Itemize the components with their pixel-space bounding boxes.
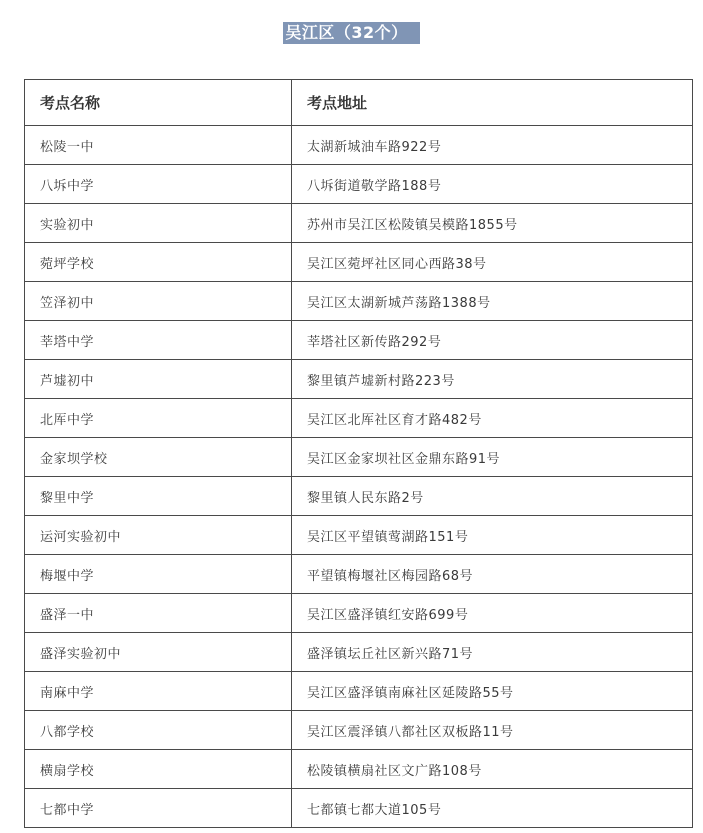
site-address: 八坼街道敬学路188号 (292, 165, 693, 204)
site-name: 盛泽一中 (25, 594, 292, 633)
table-row (25, 282, 693, 321)
site-name: 实验初中 (25, 204, 292, 243)
site-address: 平望镇梅堰社区梅园路68号 (292, 555, 693, 594)
table-row (25, 360, 693, 399)
table-row (25, 204, 693, 243)
site-address: 吴江区平望镇莺湖路151号 (292, 516, 693, 555)
site-name: 横扇学校 (25, 750, 292, 789)
site-name: 运河实验初中 (25, 516, 292, 555)
table-row (25, 438, 693, 477)
table-row (25, 321, 693, 360)
site-address: 吴江区盛泽镇红安路699号 (292, 594, 693, 633)
table-row (25, 516, 693, 555)
site-address: 吴江区北厍社区育才路482号 (292, 399, 693, 438)
table-row (25, 399, 693, 438)
site-address: 黎里镇芦墟新村路223号 (292, 360, 693, 399)
site-name: 梅堰中学 (25, 555, 292, 594)
site-name: 北厍中学 (25, 399, 292, 438)
site-address: 黎里镇人民东路2号 (292, 477, 693, 516)
site-address: 松陵镇横扇社区文广路108号 (292, 750, 693, 789)
site-address: 莘塔社区新传路292号 (292, 321, 693, 360)
site-name: 黎里中学 (25, 477, 292, 516)
site-address: 吴江区震泽镇八都社区双板路11号 (292, 711, 693, 750)
table-row (25, 633, 693, 672)
table-row (25, 126, 693, 165)
site-name: 南麻中学 (25, 672, 292, 711)
site-address: 太湖新城油车路922号 (292, 126, 693, 165)
site-name: 盛泽实验初中 (25, 633, 292, 672)
table-row (25, 477, 693, 516)
site-name: 芦墟初中 (25, 360, 292, 399)
table-row (25, 672, 693, 711)
table-row (25, 594, 693, 633)
table-row (25, 711, 693, 750)
site-name: 松陵一中 (25, 126, 292, 165)
site-name: 八都学校 (25, 711, 292, 750)
header-site-address: 考点地址 (292, 80, 693, 126)
site-name: 莘塔中学 (25, 321, 292, 360)
site-address: 吴江区盛泽镇南麻社区延陵路55号 (292, 672, 693, 711)
site-address: 吴江区菀坪社区同心西路38号 (292, 243, 693, 282)
site-name: 笠泽初中 (25, 282, 292, 321)
header-site-name: 考点名称 (25, 80, 292, 126)
site-address: 吴江区金家坝社区金鼎东路91号 (292, 438, 693, 477)
table-row (25, 555, 693, 594)
site-name: 金家坝学校 (25, 438, 292, 477)
site-name: 七都中学 (25, 789, 292, 828)
site-address: 苏州市吴江区松陵镇吴模路1855号 (292, 204, 693, 243)
title-wrap (0, 22, 703, 44)
table-row (25, 750, 693, 789)
site-name: 菀坪学校 (25, 243, 292, 282)
site-name: 八坼中学 (25, 165, 292, 204)
exam-sites-table (24, 79, 693, 828)
site-address: 七都镇七都大道105号 (292, 789, 693, 828)
site-address: 吴江区太湖新城芦荡路1388号 (292, 282, 693, 321)
table-row (25, 165, 693, 204)
table-header-row (25, 80, 693, 126)
table-row (25, 243, 693, 282)
site-address: 盛泽镇坛丘社区新兴路71号 (292, 633, 693, 672)
page-title: 吴江区（32个） (283, 22, 419, 44)
table-row (25, 789, 693, 828)
